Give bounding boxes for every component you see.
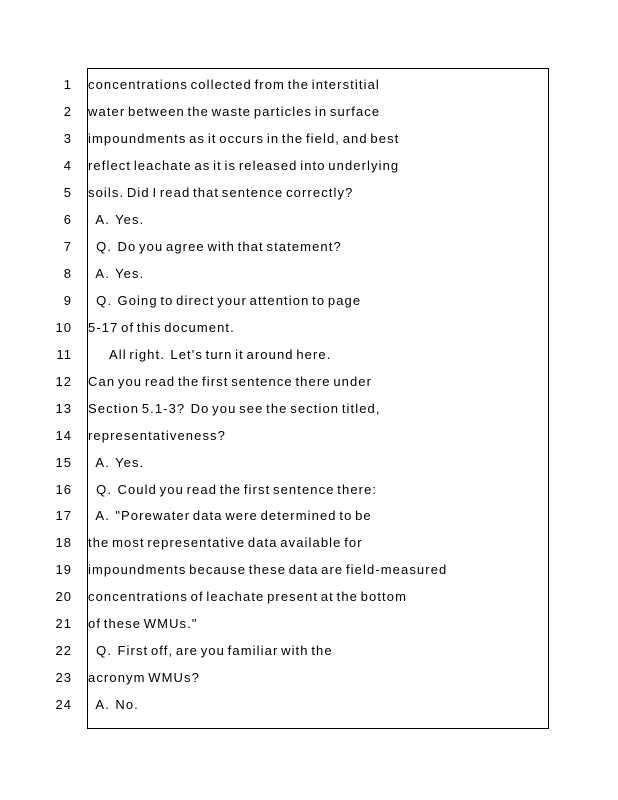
line-text: A. "Porewater data were determined to be [88, 508, 372, 523]
line-number: 18 [55, 535, 72, 550]
line-number: 16 [55, 482, 72, 497]
line-number: 13 [55, 401, 72, 416]
transcript-line [0, 372, 618, 392]
line-text: acronym WMUs? [88, 670, 200, 685]
line-number: 4 [63, 158, 72, 173]
transcript-line [0, 560, 618, 580]
line-number: 17 [55, 508, 72, 523]
line-number: 15 [55, 455, 72, 470]
line-number: 8 [63, 266, 72, 281]
transcript-line [0, 453, 618, 473]
transcript-line [0, 210, 618, 230]
line-text: the most representative data available for [88, 535, 363, 550]
line-number: 23 [55, 670, 72, 685]
line-number: 21 [55, 616, 72, 631]
transcript-line [0, 345, 618, 365]
line-text: impoundments as it occurs in the field, and best [88, 131, 400, 146]
line-number: 6 [63, 212, 72, 227]
transcript-line [0, 426, 618, 446]
transcript-line [0, 318, 618, 338]
line-text: A. Yes. [88, 212, 145, 227]
line-text: concentrations collected from the interstitial [88, 77, 380, 92]
line-text: All right. Let's turn it around here. [88, 347, 332, 362]
line-text: Section 5.1-3? Do you see the section titled, [88, 401, 381, 416]
line-text: representativeness? [88, 428, 226, 443]
transcript-line [0, 614, 618, 634]
transcript-line [0, 237, 618, 257]
transcript-line [0, 264, 618, 284]
line-number: 12 [55, 374, 72, 389]
line-number: 14 [55, 428, 72, 443]
line-number: 7 [63, 239, 72, 254]
line-number: 2 [63, 104, 72, 119]
transcript-line [0, 506, 618, 526]
line-number: 3 [63, 131, 72, 146]
transcript-line [0, 641, 618, 661]
line-number: 24 [55, 697, 72, 712]
transcript-line [0, 129, 618, 149]
line-text: Q. Going to direct your attention to page [88, 293, 362, 308]
line-number: 20 [55, 589, 72, 604]
transcript-line [0, 291, 618, 311]
line-text: reflect leachate as it is released into underlying [88, 158, 400, 173]
line-text: water between the waste particles in surface [88, 104, 381, 119]
line-number: 19 [55, 562, 72, 577]
transcript-line [0, 183, 618, 203]
line-text: A. No. [88, 697, 139, 712]
line-number: 5 [63, 185, 72, 200]
line-text: Can you read the first sentence there under [88, 374, 373, 389]
line-number: 9 [63, 293, 72, 308]
transcript-line [0, 668, 618, 688]
line-text: Q. Do you agree with that statement? [88, 239, 342, 254]
transcript-line [0, 75, 618, 95]
transcript-line [0, 533, 618, 553]
line-text: A. Yes. [88, 266, 145, 281]
line-text: 5-17 of this document. [88, 320, 235, 335]
line-number: 1 [63, 77, 72, 92]
line-number: 10 [55, 320, 72, 335]
transcript-line [0, 102, 618, 122]
transcript-line [0, 695, 618, 715]
transcript-line [0, 399, 618, 419]
transcript-line [0, 156, 618, 176]
transcript-line [0, 587, 618, 607]
line-text: concentrations of leachate present at the bottom [88, 589, 408, 604]
line-text: Q. First off, are you familiar with the [88, 643, 333, 658]
line-number: 11 [56, 347, 72, 362]
line-text: Q. Could you read the first sentence there: [88, 482, 378, 497]
line-text: of these WMUs." [88, 616, 198, 631]
line-text: soils. Did I read that sentence correctly? [88, 185, 354, 200]
line-text: impoundments because these data are field-measured [88, 562, 448, 577]
line-number: 22 [55, 643, 72, 658]
transcript-line [0, 480, 618, 500]
line-text: A. Yes. [88, 455, 145, 470]
